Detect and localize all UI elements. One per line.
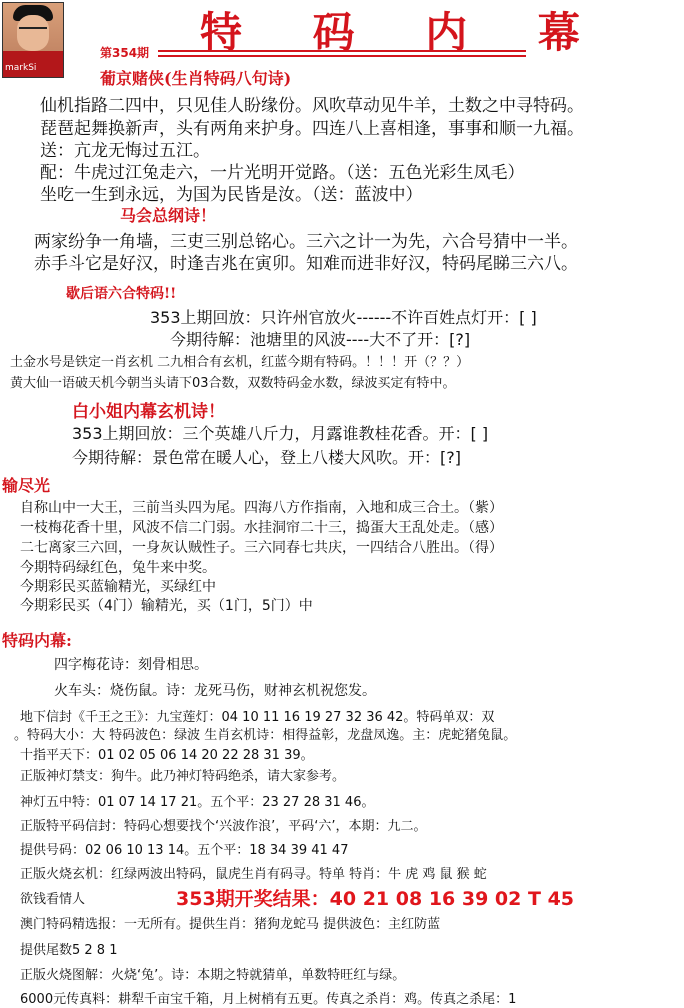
text-line: 十指平天下：01 02 05 06 14 20 22 28 31 39。 — [20, 748, 314, 763]
text-line: 353上期回放：三个英雄八斤力，月露谁教桂花香。开：[ ] — [72, 424, 489, 443]
text-line: 两家纷争一角墙，三吏三别总铭心。三六之计一为先，六合号猜中一半。 — [34, 232, 578, 252]
text-line: 353上期回放：只许州官放火------不许百姓点灯开：[ ] — [150, 308, 537, 327]
section-heading: 白小姐内幕玄机诗！ — [72, 402, 225, 422]
text-line: 黄大仙一语破天机今朝当头请下03合数，双数特码金水数，绿波买定有特中。 — [10, 376, 456, 391]
text-line: 今期待解：池塘里的风波----大不了开：[?] — [170, 330, 471, 349]
text-line: 正版火烧图解：火烧‘兔’。诗：本期之特就猜单，单数特旺红与绿。 — [20, 968, 406, 983]
text-line: 土金水号是铁定一肖玄机 二九相合有玄机，红蓝今期有特码。！！！开（？？） — [10, 355, 470, 370]
text-line: 四字梅花诗：刻骨相思。 — [54, 657, 208, 673]
title-divider — [158, 50, 526, 52]
text-line: 自称山中一大王，三前当头四为尾。四海八方作指南，入地和成三合土。（紫） — [20, 500, 503, 516]
text-line: 今期待解：景色常在暖人心，登上八楼大风吹。开：[?] — [72, 448, 461, 467]
text-line: 今期彩民买蓝输精光，买绿红中 — [20, 579, 216, 595]
section-heading: 葡京赌侠(生肖特码八句诗) — [100, 69, 292, 88]
text-line: 。特码大小：大 特码波色：绿波 生肖玄机诗：相得益彰，龙盘凤逸。主：虎蛇猪兔鼠。 — [14, 728, 517, 743]
section-heading: 马会总纲诗！ — [120, 206, 217, 225]
text-line: 地下信封《千王之王》：九宝莲灯：04 10 11 16 19 27 32 36 42。特码单双：双 — [20, 710, 495, 725]
text-line: 欲钱看情人 — [20, 892, 86, 907]
text-line: 仙机指路二四中，只见佳人盼缘份。风吹草动见牛羊，土数之中寻特码。 — [40, 96, 584, 116]
text-line: 正版特平码信封：特码心想要找个‘兴波作浪’，平码‘六’，本期：九二。 — [20, 819, 427, 834]
result-banner: 353期开奖结果：40 21 08 16 39 02 T 45 — [176, 888, 575, 910]
text-line: 赤手斗它是好汉，时逢吉兆在寅卯。知难而进非好汉，特码尾睇三六八。 — [34, 254, 578, 274]
title-divider — [158, 55, 526, 57]
text-line: 神灯五中特：01 07 14 17 21。五个平：23 27 28 31 46。 — [20, 795, 375, 810]
section-heading: 特码内幕: — [2, 631, 72, 650]
text-line: 6000元传真料：耕犁千亩宝千箱，月上树梢有五更。传真之杀肖：鸡。传真之杀尾：1 — [20, 992, 517, 1007]
text-line: 正版火烧玄机：红绿两波出特码，鼠虎生肖有码寻。特单 特肖：牛 虎 鸡 鼠 猴 蛇 — [20, 867, 487, 882]
text-line: 提供尾数5 2 8 1 — [20, 943, 118, 958]
text-line: 二七离家三六回，一身灰认贼性子。三六同春七共庆，一四结合八胜出。（得） — [20, 540, 503, 556]
issue-number: 第354期 — [100, 46, 150, 60]
text-line: 澳门特码精选报：一无所有。提供生肖：猪狗龙蛇马 提供波色：主红防蓝 — [20, 917, 441, 932]
text-line: 配：牛虎过江兔走六，一片光明开觉路。（送：五色光彩生凤毛） — [40, 163, 525, 183]
text-line: 坐吃一生到永远，为国为民皆是汝。（送：蓝波中） — [40, 185, 423, 205]
text-line: 提供号码：02 06 10 13 14。五个平：18 34 39 41 47 — [20, 843, 349, 858]
text-line: 今期特码绿红色，兔牛来中奖。 — [20, 560, 216, 576]
text-line: 正版神灯禁支：狗牛。此乃神灯特码绝杀，请大家参考。 — [20, 769, 346, 784]
text-line: 送：亢龙无悔过五江。 — [40, 141, 210, 161]
text-line: 火车头：烧伤鼠。诗：龙死马伤，财神玄机祝您发。 — [54, 683, 376, 699]
section-heading: 歇后语六合特码!! — [66, 286, 177, 302]
avatar-watermark: markSi — [5, 63, 37, 73]
section-heading: 输尽光 — [2, 476, 51, 495]
text-line: 今期彩民买（4门）输精光，买（1门，5门）中 — [20, 598, 313, 614]
page-title: 特 码 内 幕 — [200, 8, 608, 57]
text-line: 一枝梅花香十里，风波不信二门弱。水挂洞帘二十三，捣蛋大王乱处走。（感） — [20, 520, 503, 536]
text-line: 琵琶起舞换新声，头有两角来护身。四连八上喜相逢，事事和顺一九福。 — [40, 119, 584, 139]
avatar — [2, 2, 64, 78]
